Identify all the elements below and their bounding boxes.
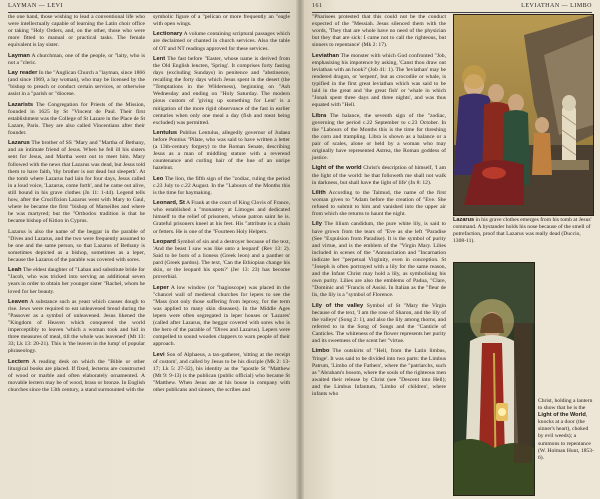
- entry-text: A Frank at the court of King Clovis of France, who established a "monastery at Limoges and dedicated himself to the relief of prisoners, whose patron saint he is. Grateful prisoners kneel at his feet. His "attribute is a chain or fetters. He is one of the "Fourteen Holy Helpers.: [153, 200, 290, 235]
- light-caption-post: , knocks at a door (the sinner's heart), choked by evil weeds); a summons to repentance (W. Holman Hunt, 1853-6).: [538, 412, 594, 461]
- entry-text: The eldest daughter of "Laban and substitute bride for "Jacob, who was tricked into serving an additional seven years in order to obtain her younger sister "Rachel, whom he loved for her beauty.: [8, 267, 145, 295]
- entry-text: The outskirts of "Hell, from the Latin limbus, 'fringe'. It was said to be divided into two parts: the Limbus Patrum, 'Limbo of the Fathers', where the "patriarchs, such as "Abraham's bosom, where the souls of the righteous men awaited their release by Christ (see "Descent into Hell); and the Limbus Infantum, 'Limbo of children', where infants who: [312, 348, 446, 397]
- entry: [8, 14, 145, 49]
- entry-text: The balance, the seventh sign of the "zodiac, governing the period c.22 September to c.23 October. In the "Labours of the Months this is the time for threshing the corn and trampling. Libra is shown as a balance or a pair of scales, alone or held by a woman who may originally have represented Astrea, the Roman goddess of justice.: [312, 112, 446, 162]
- entry-text: According to the Talmud, the name of the first woman given to "Adam before the creation of "Eve. She refused to submit to him and vanished into the upper air from which she returns to haunt the night.: [312, 189, 446, 218]
- right-page: [300, 0, 600, 499]
- lazarus-caption-text: in his grave clothes emerges from his tomb at Jesus' command. A bystander holds his nose because of the smell of putrefaction, proof that Lazarus was really dead (Duccio, 1308-11).: [453, 217, 592, 245]
- light-of-the-world-painting: [453, 262, 535, 496]
- entry-headword: Limbo: [312, 348, 330, 355]
- entry: [8, 140, 145, 225]
- entry: [312, 221, 446, 299]
- entry: [312, 190, 446, 218]
- entry: [153, 352, 290, 395]
- left-head-rule: [8, 12, 290, 13]
- entry: [153, 31, 290, 52]
- entry-text: Publius Lentulus, allegedly governor of Judaea before Pontius "Pilate, who was said to have written a letter (a 13th-century forgery) to the Roman Senate, describing Jesus as a man of middling stature with a reverend countenance and curling hair of the hue of an unripe hazelnut.: [153, 129, 290, 172]
- entry-text: The fast before "Easter, whose name is derived from the Old English lencten, 'Spring'. It comprises forty fasting days (excluding Sundays) in penitence and "abstinence, recalling the forty days which Jesus spent in the desert (the "Temptations in the Wilderness), beginning on "Ash Wednesday and ending on "Holy Saturday. The modern pious custom of 'giving up something for Lent' is a mitigation of the more rigid observance of the fast in earlier centuries when only one meal a day (fish and meat being excluded) was permitted.: [153, 55, 290, 126]
- entry-text: The Congregation for Priests of the Mission, founded in 1625 by St "Vincent de Paul. Their first establishment was the College of St Lazare in the Place de St Lazare, Paris. They are also called Vincentians after their founder.: [8, 101, 145, 136]
- entry-headword: Leo: [153, 175, 164, 182]
- entry: [8, 229, 145, 264]
- lazarus-caption: [453, 217, 592, 245]
- entry-text: Son of Alphaeus, a tax-gatherer, 'sitting at the receipt of custom', and called by Jesus to be his disciple (Mk 2: 13-17; Lk 5: 27-32), his identity as the "apostle St "Matthew (Mt 9: 9-13) is the publican (public official) who became St "Matthew. When Jesus ate at his house in company with other publicans and sinners, the scribes and: [153, 351, 290, 394]
- entry-headword: Leah: [8, 267, 22, 274]
- entry: [312, 53, 446, 110]
- entry: [312, 303, 446, 346]
- entry-headword: Lazarus: [8, 140, 30, 147]
- entry-headword: Leopard: [153, 238, 176, 245]
- entry: [153, 56, 290, 127]
- entry: [153, 285, 290, 349]
- light-caption: [538, 398, 594, 462]
- right-head-rule: [312, 12, 592, 13]
- lazarus-painting-svg: [454, 15, 593, 215]
- entry-headword: Lily of the valley: [312, 302, 364, 309]
- entry-headword: Leonard, St: [153, 200, 185, 207]
- entry-text: A churchman, one of the people, or "laity, who is not a "cleric.: [8, 52, 145, 66]
- right-running-head: LEVIATHAN — LIMBO: [521, 3, 592, 9]
- entry-text: A volume containing scriptural passages which are declaimed or chanted in church services. Also the table of OT and NT readings approved for these services.: [153, 31, 291, 52]
- entry: [312, 113, 446, 163]
- entry-headword: Leaven: [8, 298, 28, 305]
- entry: [8, 359, 145, 394]
- entry-headword: Lay reader: [8, 70, 38, 77]
- entry: [8, 53, 145, 67]
- entry-text: "Pharisees protested that this could not be the conduct expected of the "Messiah. Jesus silenced them with the words, 'They that are whole have no need of the physician but they that are sick: I came not to call the righteous, but sinners to repentance' (Mk 2: 17).: [312, 14, 446, 49]
- entry-text: Christ's description of himself, 'I am the light of the world: he that followeth me shall not walk in darkness, but shall have the light of life' (Jn 8: 12).: [312, 165, 446, 186]
- entry-text: A low window (or "hagioscope) was placed in the "chancel wall of medieval churches for lepers to see the "Mass (not only those suffering from leprosy, for the term was applied to many skin diseases). In the Middle Ages lepers were often segregated in leper houses or 'Lazares' (called after Lazarus, the beggar covered with sores who is the hero of the parable of "Dives and Lazarus). Lepers were compelled to sound wooden clappers to warn people of their approach.: [153, 284, 290, 348]
- entry-text: In the "Anglican Church a "layman, since 1866 (and since 1969, a lay woman), who may be licensed by the "bishop to preach or conduct certain services, or otherwise assist in a "parish or "diocese.: [8, 70, 145, 98]
- entry-text: The lion, the fifth sign of the "zodiac, ruling the period c.23 July to c.22 August. In the "Labours of the Months this is the time for haymaking.: [153, 175, 290, 196]
- left-column-2: [153, 14, 290, 397]
- entry-text: The lilium candidum, the pure white lily, is said to have grown from the tears of "Eve as she left "Paradise (See "Expulsion from Paradise). It is the symbol of purity and virtue, and is the emblem of the "Virgin Mary. Lilies included in scenes of the "Annunciation and "Incarnation indicate her "perpetual Virginity, even in conception. St "Joseph is often portrayed with a lily for the same reason, and the Infant Christ may hold a lily, as symbolising his own purity. Lilies are also the emblems of Padua, "Clare, "Dominic and "Francis of Assisi. In Italian as the "fleur de lis, the lily is a "symbol of Florence.: [312, 221, 446, 299]
- left-column-1: [8, 14, 145, 397]
- entry-text: A reading desk on which the "Bible or other liturgical books are placed. If fixed, lecterns are constructed of wood or marble and often elaborately ornamented. A movable lectern may be of wood, brass or bronze. In English churches since the 13th century, a stand surmounted with the: [8, 358, 145, 394]
- entry-headword: Lent: [153, 55, 166, 62]
- entry: [8, 299, 145, 356]
- entry: [312, 348, 446, 398]
- lazarus-painting: [453, 14, 594, 216]
- entry-headword: Lectern: [8, 358, 29, 365]
- entry-headword: Libra: [312, 112, 327, 119]
- entry: [312, 165, 446, 186]
- entry-headword: Lectionary: [153, 31, 183, 38]
- entry-text: symbolic figure of a "pelican or more frequently an "eagle with open wings.: [153, 14, 290, 28]
- book-gutter: [296, 0, 304, 499]
- entry-text: The monster with which God confronted "Job, emphasising his impotence by asking, 'Canst thou draw out leviathan with an hook?' (Job 41: 1). The 'leviathan' may be rendered dragon, or 'serpent', but as crocodile or whale, is typified in the first great leviathan which was said to be laid in the great and 'the great fish' or 'whale in which "Jonah spent three days and three nights', and was thus equated with "Hell.: [312, 52, 446, 109]
- entry-headword: Levi: [153, 351, 165, 358]
- light-of-the-world-svg: [454, 263, 534, 495]
- entry-headword: Lazarists: [8, 101, 34, 108]
- entry-headword: Lily: [312, 221, 322, 228]
- entry-text: Symbol of sin and a destroyer because of the text, 'And the beast I saw was like unto a leopard' (Rev 13: 2). Said to be born of a lioness (Greek leon) and a panther or pard (Greek pardos). The text, 'Can the Ethiopian change his skin, or the leopard his spots?' (Jer 13: 23) has become proverbial.: [153, 238, 290, 281]
- entry: [8, 70, 145, 98]
- entry-headword: Layman: [8, 52, 30, 59]
- entry: [153, 176, 290, 197]
- entry-text: Symbol of St "Mary the Virgin because of the text, 'I am the rose of Sharon, and the lily of the valleys' (Song 2: 1), and also the lily among thorns, and referred to in the Song of Songs and the "Canticle of Canticles. The whiteness of the flower represents her purity and its sweetness of the scent her "virtue.: [312, 302, 446, 345]
- right-column-1: [312, 14, 446, 401]
- entry-headword: Leper: [153, 284, 169, 291]
- entry: [312, 14, 446, 49]
- entry-headword: Lilith: [312, 189, 326, 196]
- light-caption-head: Light of the World: [538, 412, 586, 419]
- entry: [153, 130, 290, 173]
- right-page-number: 161: [312, 3, 323, 9]
- entry-headword: Light of the world: [312, 165, 362, 172]
- entry-headword: Lentulus: [153, 129, 178, 136]
- entry-text: The brother of SS "Mary and "Martha of Bethany, and an intimate friend of Jesus. When he fell ill his sisters sent for Jesus, and Martha went out to meet him. Mary followed with the news that Lazarus was dead, but Jesus told them to have faith, 'thy brother is not dead but sleepeth'. At the tomb where Lazarus had lain for four days, Jesus called in a loud voice, 'Lazarus, come forth', and he came out alive, still bound in his grave clothes (Jn 11: 1-44). Legend tells how, after the Crucifixion Lazarus went with Mary to Gaul, where he became the first "bishop of Marseilles and where he was martyred; but the "Orthodox tradition is that he became bishop of Kition in Cyprus.: [8, 140, 145, 225]
- entry-headword: Leviathan: [312, 52, 340, 59]
- lazarus-caption-head: Lazarus: [453, 217, 475, 223]
- entry: [8, 267, 145, 295]
- entry-text: Lazarus is also the name of the beggar in the parable of "Dives and Lazarus, and the two were frequently assumed to be one and the same person, so that Lazarus of Bethany is sometimes depicted as a bishop, sometimes as a leper, because the Lazarus of the parable was covered with sores.: [8, 228, 145, 263]
- entry-text: the one hand, those wishing to lead a conventional life who were intellectually capable of learning the Latin choir office or taking "Holy Orders, and, on the other, those who were more fitted to manual or practical tasks. The female equivalent is lay sister.: [8, 14, 145, 49]
- entry: [153, 239, 290, 282]
- entry: [153, 200, 290, 235]
- left-running-head: LAYMAN — LEVI: [8, 3, 63, 9]
- entry-text: A substance such as yeast which causes dough to rise. Jews were required to eat unleavened bread during the "Passover as a symbol of unleavened. Jesus likened the "Kingdom of Heaven which conquered the world imperceptibly to leaven 'which a woman took and hid in three measures of meal, till the whole was leavened' (Mt 13: 33; Lk 13: 20-21). This is 'the leaven in the lump' of popular phraseology.: [8, 298, 145, 355]
- light-caption-pre: Christ, holding a lantern to show that he is the: [538, 398, 593, 412]
- entry: [8, 102, 145, 137]
- entry: [153, 14, 290, 28]
